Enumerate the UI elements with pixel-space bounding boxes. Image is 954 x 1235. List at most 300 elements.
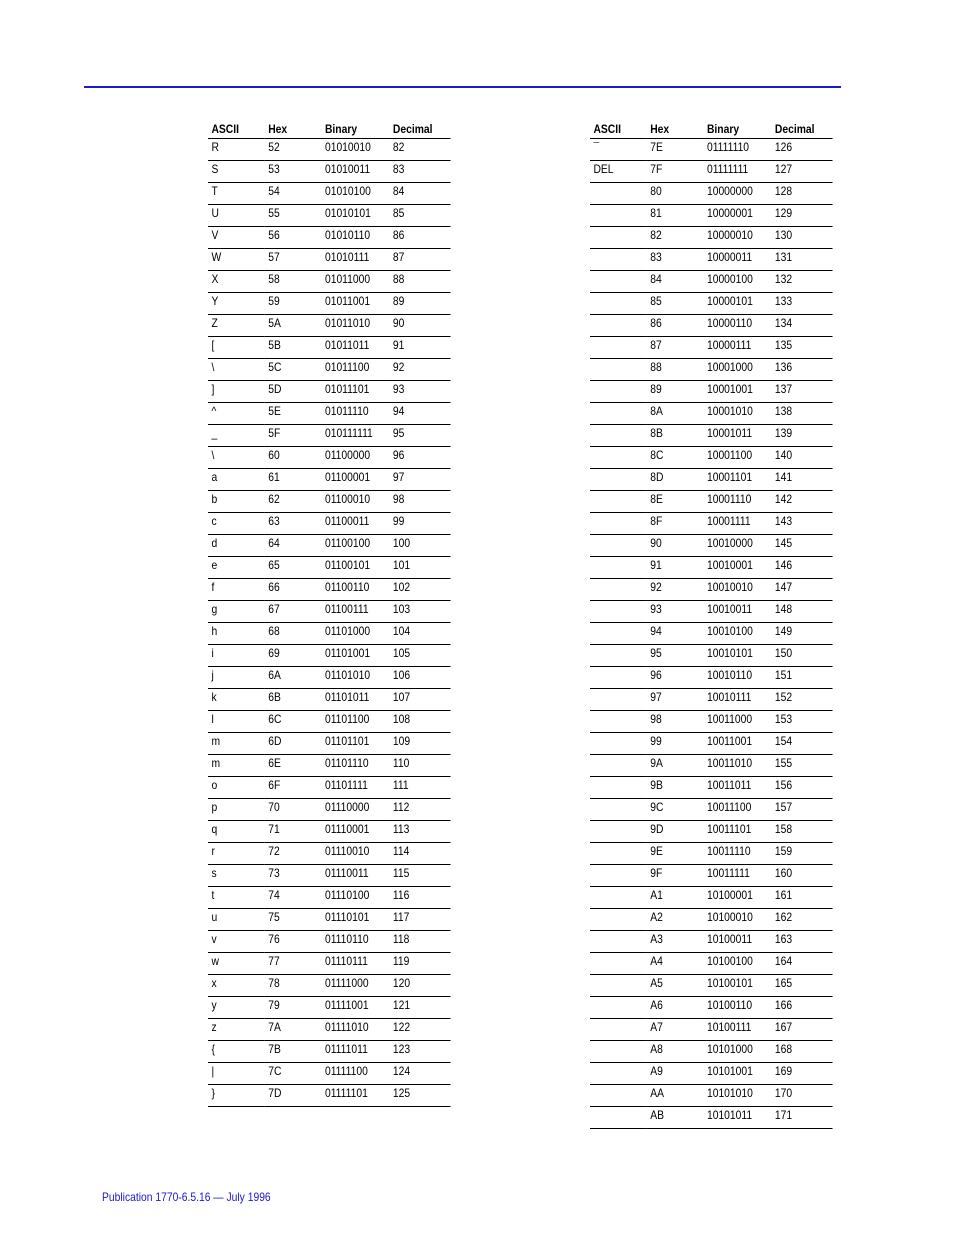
binary-cell: 01111000 [322,975,390,997]
table-row [208,645,451,667]
table-row [208,821,451,843]
decimal-cell: 129 [771,205,832,227]
ascii-cell [590,183,647,205]
binary-cell: 01101011 [322,689,390,711]
table-row [590,997,833,1019]
ascii-cell [590,249,647,271]
decimal-cell: 169 [771,1063,832,1085]
table-row [590,227,833,249]
decimal-cell: 152 [771,689,832,711]
hex-cell: 84 [647,271,704,293]
table-row [590,337,833,359]
binary-cell: 01011100 [322,359,390,381]
table-row [590,557,833,579]
ascii-cell: y [208,997,265,1019]
ascii-cell: U [208,205,265,227]
decimal-cell: 98 [389,491,450,513]
hex-cell: 6F [265,777,322,799]
column-header-hex: Hex [265,120,322,139]
ascii-cell [590,997,647,1019]
table-row [208,535,451,557]
ascii-cell [590,953,647,975]
hex-cell: 5E [265,403,322,425]
decimal-cell: 145 [771,535,832,557]
binary-cell: 10001010 [704,403,772,425]
table-row [208,381,451,403]
ascii-cell [590,909,647,931]
table-row [590,821,833,843]
binary-cell: 10010100 [704,623,772,645]
table-row [208,1085,451,1107]
hex-cell: 7B [265,1041,322,1063]
binary-cell: 01110111 [322,953,390,975]
table-row [208,161,451,183]
hex-cell: 78 [265,975,322,997]
binary-cell: 01101001 [322,645,390,667]
ascii-cell [590,843,647,865]
binary-cell: 10010101 [704,645,772,667]
binary-cell: 01100001 [322,469,390,491]
hex-cell: 68 [265,623,322,645]
table-row [208,667,451,689]
hex-cell: 53 [265,161,322,183]
hex-cell: A5 [647,975,704,997]
ascii-cell: q [208,821,265,843]
binary-cell: 01110100 [322,887,390,909]
table-row [590,183,833,205]
binary-cell: 10101011 [704,1107,772,1129]
binary-cell: 01100100 [322,535,390,557]
table-row [590,447,833,469]
table-row [590,1063,833,1085]
hex-cell: 83 [647,249,704,271]
ascii-cell: ] [208,381,265,403]
ascii-cell: g [208,601,265,623]
hex-cell: 55 [265,205,322,227]
hex-cell: 60 [265,447,322,469]
ascii-cell [590,1063,647,1085]
hex-cell: 59 [265,293,322,315]
ascii-cell [590,711,647,733]
table-row [208,777,451,799]
table-row [208,183,451,205]
table-row [590,975,833,997]
hex-cell: 93 [647,601,704,623]
hex-cell: 79 [265,997,322,1019]
table-row [208,205,451,227]
table-row [590,623,833,645]
table-row [208,711,451,733]
decimal-cell: 120 [389,975,450,997]
table-row [590,865,833,887]
table-row [208,799,451,821]
table-row [590,293,833,315]
decimal-cell: 116 [389,887,450,909]
hex-cell: A2 [647,909,704,931]
binary-cell: 01100000 [322,447,390,469]
hex-cell: 75 [265,909,322,931]
decimal-cell: 127 [771,161,832,183]
decimal-cell: 105 [389,645,450,667]
hex-cell: 9A [647,755,704,777]
binary-cell: 01111110 [704,139,772,161]
decimal-cell: 97 [389,469,450,491]
column-header-hex: Hex [647,120,704,139]
binary-cell: 01010010 [322,139,390,161]
ascii-cell [590,975,647,997]
binary-cell: 01110001 [322,821,390,843]
ascii-table-right-body [590,139,833,1129]
decimal-cell: 134 [771,315,832,337]
decimal-cell: 115 [389,865,450,887]
hex-cell: 95 [647,645,704,667]
ascii-cell [590,381,647,403]
table-row [208,689,451,711]
ascii-cell [590,513,647,535]
hex-cell: 8D [647,469,704,491]
table-row [590,601,833,623]
hex-cell: 74 [265,887,322,909]
ascii-cell: S [208,161,265,183]
ascii-cell: [ [208,337,265,359]
hex-cell: 6E [265,755,322,777]
binary-cell: 10011110 [704,843,772,865]
hex-cell: 88 [647,359,704,381]
table-row [208,623,451,645]
table-row [590,645,833,667]
binary-cell: 10011101 [704,821,772,843]
decimal-cell: 125 [389,1085,450,1107]
table-row [208,733,451,755]
hex-cell: 6D [265,733,322,755]
decimal-cell: 171 [771,1107,832,1129]
binary-cell: 10100010 [704,909,772,931]
decimal-cell: 88 [389,271,450,293]
binary-cell: 10100001 [704,887,772,909]
decimal-cell: 139 [771,425,832,447]
decimal-cell: 158 [771,821,832,843]
hex-cell: 99 [647,733,704,755]
hex-cell: 5D [265,381,322,403]
table-row [590,271,833,293]
binary-cell: 10001000 [704,359,772,381]
decimal-cell: 95 [389,425,450,447]
table-row [590,689,833,711]
ascii-cell: a [208,469,265,491]
ascii-cell: _ [208,425,265,447]
binary-cell: 10010001 [704,557,772,579]
hex-cell: 5B [265,337,322,359]
table-row [208,227,451,249]
ascii-cell [590,337,647,359]
binary-cell: 01100010 [322,491,390,513]
decimal-cell: 104 [389,623,450,645]
ascii-cell [590,271,647,293]
decimal-cell: 131 [771,249,832,271]
decimal-cell: 142 [771,491,832,513]
hex-cell: 5C [265,359,322,381]
decimal-cell: 148 [771,601,832,623]
binary-cell: 10000100 [704,271,772,293]
binary-cell: 10100100 [704,953,772,975]
decimal-cell: 164 [771,953,832,975]
table-row [208,865,451,887]
decimal-cell: 85 [389,205,450,227]
decimal-cell: 119 [389,953,450,975]
hex-cell: 63 [265,513,322,535]
ascii-cell [590,535,647,557]
ascii-cell [590,865,647,887]
ascii-cell [590,777,647,799]
binary-cell: 10100110 [704,997,772,1019]
ascii-cell [590,1041,647,1063]
decimal-cell: 110 [389,755,450,777]
table-row [208,557,451,579]
binary-cell: 10010111 [704,689,772,711]
table-row [208,909,451,931]
column-header-ascii: ASCII [590,120,647,139]
decimal-cell: 167 [771,1019,832,1041]
decimal-cell: 124 [389,1063,450,1085]
binary-cell: 10000010 [704,227,772,249]
table-row [590,1019,833,1041]
publication-footer: Publication 1770-6.5.16 — July 1996 [102,1190,271,1204]
hex-cell: 9D [647,821,704,843]
binary-cell: 10001111 [704,513,772,535]
binary-cell: 10000011 [704,249,772,271]
hex-cell: 77 [265,953,322,975]
ascii-cell [590,1085,647,1107]
decimal-cell: 89 [389,293,450,315]
table-header-row [590,120,833,139]
hex-cell: 56 [265,227,322,249]
binary-cell: 10010000 [704,535,772,557]
hex-cell: A6 [647,997,704,1019]
hex-cell: A4 [647,953,704,975]
decimal-cell: 160 [771,865,832,887]
decimal-cell: 103 [389,601,450,623]
ascii-cell: Z [208,315,265,337]
hex-cell: 76 [265,931,322,953]
ascii-cell: i [208,645,265,667]
hex-cell: 8C [647,447,704,469]
binary-cell: 01010101 [322,205,390,227]
hex-cell: A9 [647,1063,704,1085]
binary-cell: 01111111 [704,161,772,183]
decimal-cell: 109 [389,733,450,755]
table-row [208,403,451,425]
table-row [590,931,833,953]
ascii-cell: p [208,799,265,821]
binary-cell: 01110011 [322,865,390,887]
hex-cell: AA [647,1085,704,1107]
decimal-cell: 146 [771,557,832,579]
binary-cell: 10000001 [704,205,772,227]
decimal-cell: 112 [389,799,450,821]
ascii-cell: x [208,975,265,997]
decimal-cell: 166 [771,997,832,1019]
ascii-cell: DEL [590,161,647,183]
table-row [208,975,451,997]
binary-cell: 01100111 [322,601,390,623]
decimal-cell: 149 [771,623,832,645]
ascii-cell: \ [208,359,265,381]
hex-cell: 6C [265,711,322,733]
ascii-cell [590,689,647,711]
binary-cell: 01011110 [322,403,390,425]
table-row [590,315,833,337]
hex-cell: 67 [265,601,322,623]
binary-cell: 01010110 [322,227,390,249]
table-row [590,909,833,931]
hex-cell: 8B [647,425,704,447]
decimal-cell: 111 [389,777,450,799]
decimal-cell: 137 [771,381,832,403]
ascii-cell: e [208,557,265,579]
binary-cell: 01111101 [322,1085,390,1107]
table-row [208,271,451,293]
binary-cell: 10001110 [704,491,772,513]
decimal-cell: 161 [771,887,832,909]
hex-cell: 81 [647,205,704,227]
binary-cell: 01011000 [322,271,390,293]
ascii-cell: W [208,249,265,271]
binary-cell: 10001001 [704,381,772,403]
binary-cell: 10000101 [704,293,772,315]
hex-cell: A1 [647,887,704,909]
ascii-cell [590,491,647,513]
table-row [590,777,833,799]
binary-cell: 10011001 [704,733,772,755]
table-row [590,513,833,535]
decimal-cell: 90 [389,315,450,337]
binary-cell: 01111011 [322,1041,390,1063]
binary-cell: 10100011 [704,931,772,953]
ascii-cell: m [208,733,265,755]
binary-cell: 01101101 [322,733,390,755]
hex-cell: 52 [265,139,322,161]
ascii-cell: r [208,843,265,865]
ascii-cell [590,821,647,843]
table-row [208,315,451,337]
table-row [208,579,451,601]
hex-cell: 66 [265,579,322,601]
hex-cell: 94 [647,623,704,645]
decimal-cell: 100 [389,535,450,557]
column-header-decimal: Decimal [389,120,450,139]
table-row [208,249,451,271]
ascii-cell [590,645,647,667]
decimal-cell: 102 [389,579,450,601]
binary-cell: 10010010 [704,579,772,601]
binary-cell: 01110010 [322,843,390,865]
binary-cell: 10001101 [704,469,772,491]
binary-cell: 10100101 [704,975,772,997]
binary-cell: 01011010 [322,315,390,337]
hex-cell: 80 [647,183,704,205]
decimal-cell: 107 [389,689,450,711]
ascii-cell [590,315,647,337]
ascii-cell [590,469,647,491]
hex-cell: 87 [647,337,704,359]
table-row [208,513,451,535]
binary-cell: 01101000 [322,623,390,645]
decimal-cell: 113 [389,821,450,843]
table-row [208,1063,451,1085]
ascii-cell: | [208,1063,265,1085]
ascii-cell [590,447,647,469]
decimal-cell: 101 [389,557,450,579]
table-row [590,535,833,557]
binary-cell: 01101110 [322,755,390,777]
table-row [590,667,833,689]
hex-cell: 90 [647,535,704,557]
binary-cell: 10001100 [704,447,772,469]
hex-cell: 92 [647,579,704,601]
ascii-cell [590,359,647,381]
table-row [208,491,451,513]
column-header-ascii: ASCII [208,120,265,139]
binary-cell: 01111010 [322,1019,390,1041]
binary-cell: 01100110 [322,579,390,601]
decimal-cell: 86 [389,227,450,249]
ascii-cell: j [208,667,265,689]
binary-cell: 10001011 [704,425,772,447]
decimal-cell: 84 [389,183,450,205]
decimal-cell: 106 [389,667,450,689]
ascii-cell [590,887,647,909]
ascii-cell: v [208,931,265,953]
ascii-cell: s [208,865,265,887]
decimal-cell: 108 [389,711,450,733]
decimal-cell: 157 [771,799,832,821]
binary-cell: 10101000 [704,1041,772,1063]
binary-cell: 01010011 [322,161,390,183]
decimal-cell: 92 [389,359,450,381]
ascii-cell: u [208,909,265,931]
table-row [208,953,451,975]
header-rule [84,86,841,88]
decimal-cell: 156 [771,777,832,799]
hex-cell: 8E [647,491,704,513]
table-row [208,293,451,315]
ascii-cell [590,667,647,689]
ascii-cell [590,1019,647,1041]
table-row [208,997,451,1019]
decimal-cell: 165 [771,975,832,997]
binary-cell: 10000111 [704,337,772,359]
binary-cell: 01111100 [322,1063,390,1085]
table-row [590,381,833,403]
hex-cell: 97 [647,689,704,711]
hex-cell: 70 [265,799,322,821]
table-row [590,403,833,425]
hex-cell: 69 [265,645,322,667]
binary-cell: 01101010 [322,667,390,689]
binary-cell: 10011111 [704,865,772,887]
binary-cell: 10000000 [704,183,772,205]
binary-cell: 010111111 [322,425,390,447]
ascii-cell: ^ [208,403,265,425]
binary-cell: 01110110 [322,931,390,953]
ascii-cell: t [208,887,265,909]
table-row [208,843,451,865]
hex-cell: 91 [647,557,704,579]
decimal-cell: 133 [771,293,832,315]
decimal-cell: 138 [771,403,832,425]
decimal-cell: 96 [389,447,450,469]
table-row [590,579,833,601]
